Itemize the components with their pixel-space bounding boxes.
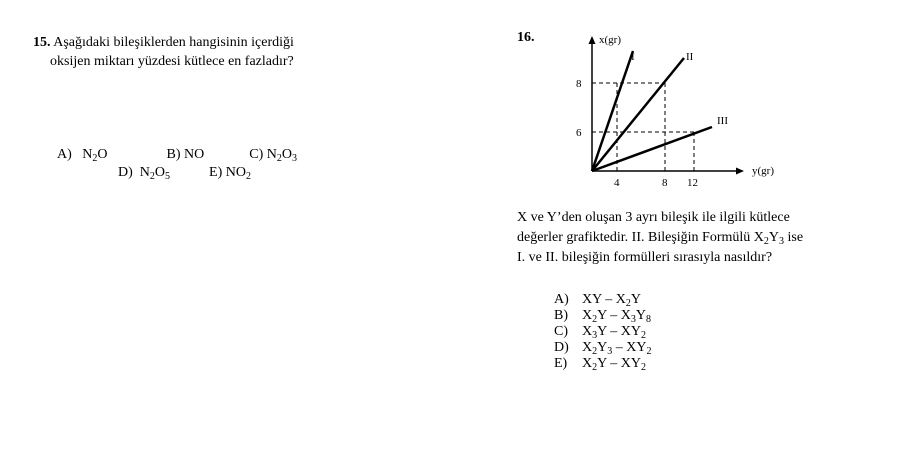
option-e[interactable]: E) $NO_2$ — [209, 165, 251, 182]
x-axis-label: y(gr) — [752, 165, 774, 177]
question-16-text — [517, 208, 803, 268]
line-I — [592, 51, 633, 171]
x-axis-arrow-icon — [736, 168, 744, 175]
line-label-II: II — [686, 51, 694, 63]
q16-option-b[interactable]: B) $X_2Y - X_3Y_8$ — [554, 308, 651, 325]
question-15-options — [57, 146, 297, 182]
x-tick-12: 12 — [687, 177, 698, 189]
q15-options-row2 — [57, 164, 297, 182]
q16-option-c[interactable]: C) $X_3Y - XY_2$ — [554, 324, 646, 341]
y-axis-label: x(gr) — [599, 34, 621, 46]
q16-option-d[interactable]: D) $X_2Y_3 - XY_2$ — [554, 340, 652, 357]
option-b[interactable]: B) NO — [166, 147, 205, 162]
option-a[interactable]: A) $N_2O$ — [57, 147, 108, 164]
question-15-line2: oksijen miktarı yüzdesi kütlece en fazladır? — [50, 54, 294, 69]
q16-option-e[interactable]: E) $X_2Y - XY_2$ — [554, 356, 646, 373]
line-label-III: III — [717, 115, 728, 127]
question-15 — [33, 33, 294, 71]
question-16-line1: X ve Y’den oluşan 3 ayrı bileşik ile ilgili kütlece — [517, 210, 790, 225]
y-axis-arrow-icon — [589, 36, 596, 44]
x-tick-8: 8 — [662, 177, 668, 189]
y-tick-6: 6 — [576, 127, 582, 139]
question-16-number: 16. — [517, 30, 535, 45]
x-tick-4: 4 — [614, 177, 620, 189]
q15-options-row1 — [57, 146, 297, 164]
option-c[interactable]: C) $N_2O_3$ — [249, 147, 298, 164]
line-label-I: I — [631, 51, 635, 63]
question-15-line1: Aşağıdaki bileşiklerden hangisinin içerdiği — [53, 35, 294, 50]
question-16-line3: I. ve II. bileşiğin formülleri sırasıyla nasıldır? — [517, 250, 773, 265]
question-16-line2: değerler grafiktedir. II. Bileşiğin Formülü $X_2Y_3$ ise — [517, 230, 804, 247]
y-tick-8: 8 — [576, 78, 582, 90]
mass-graph — [560, 28, 790, 193]
q16-option-a[interactable]: A) XY – $X_2Y$ — [554, 292, 641, 309]
question-16-options — [554, 292, 651, 372]
question-15-number: 15. — [33, 35, 51, 50]
option-d[interactable]: D) $N_2O_5$ — [118, 165, 171, 182]
